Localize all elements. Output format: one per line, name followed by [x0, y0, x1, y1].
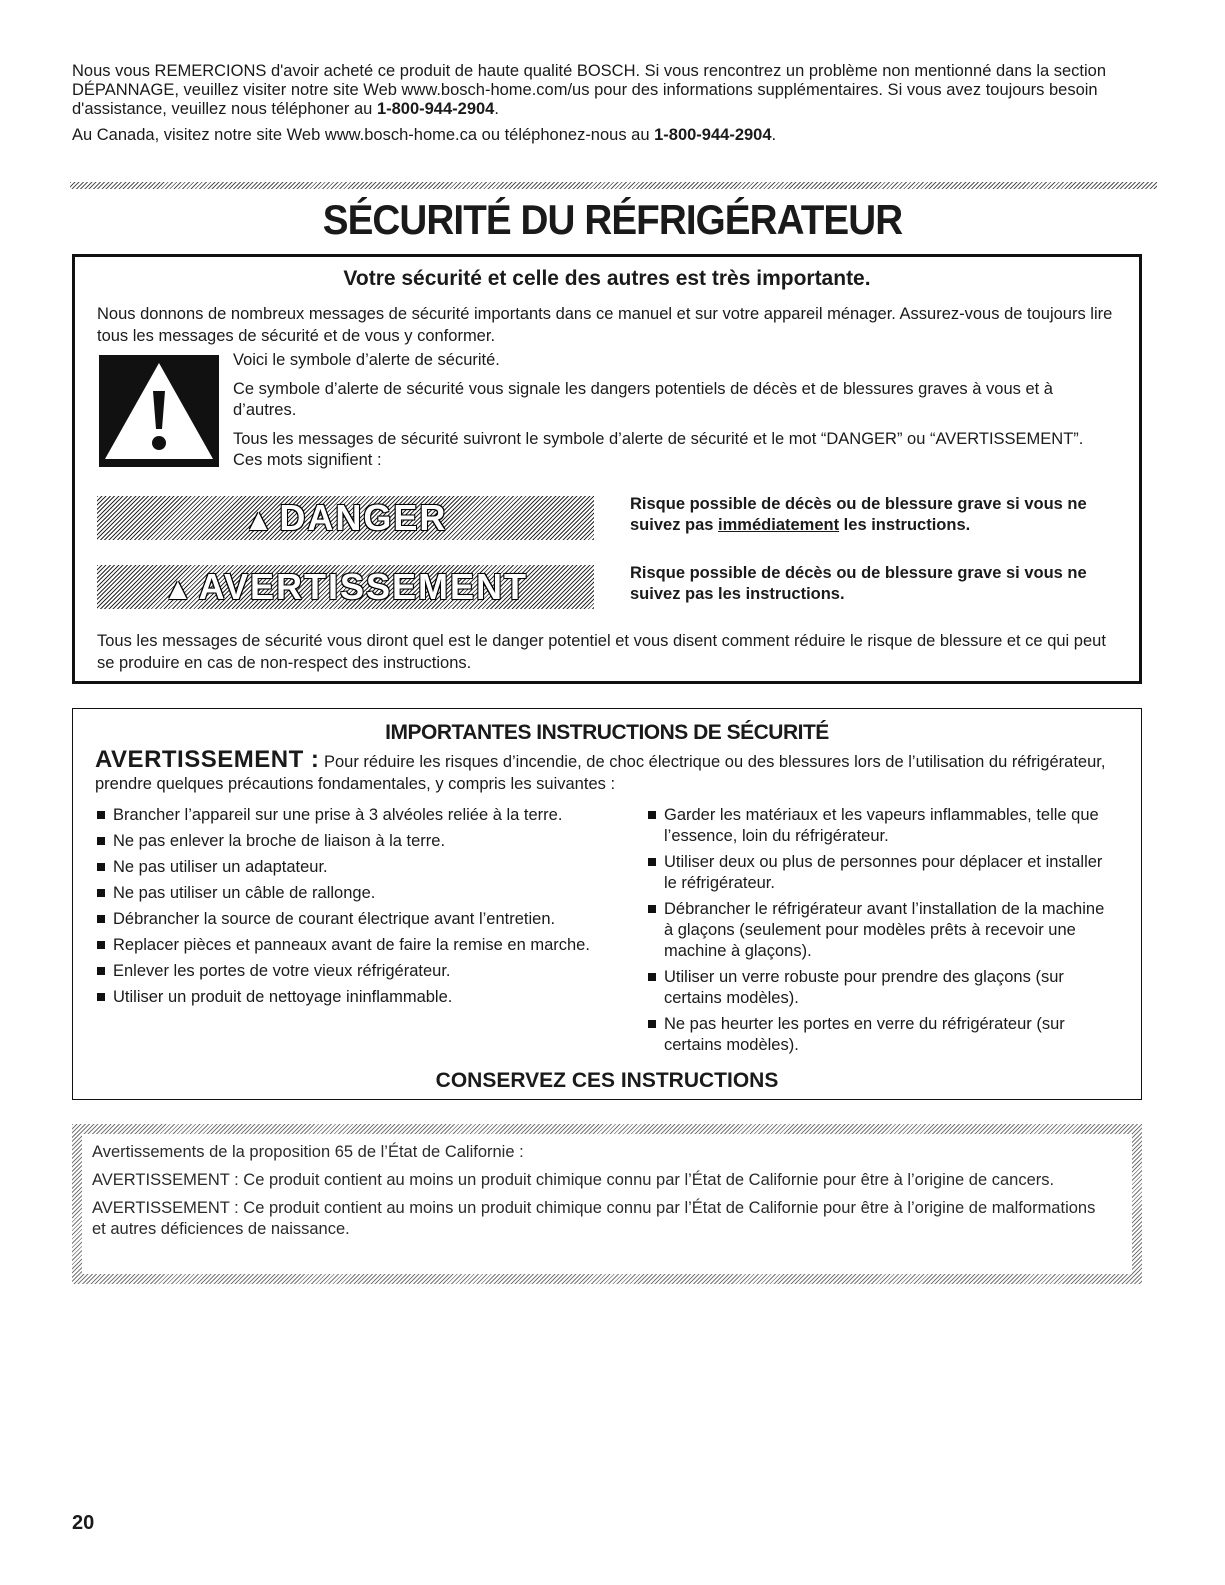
danger-banner [97, 496, 594, 540]
list-item: Débrancher le réfrigérateur avant l’installation de la machine à glaçons (seulement pour modèles prêts à recevoir une machine à glaçons). [646, 899, 1116, 962]
list-item: Ne pas utiliser un câble de rallonge. [95, 883, 640, 904]
warning-triangle-icon: ▲ [162, 573, 195, 606]
page-title: SÉCURITÉ DU RÉFRIGÉRATEUR [322, 196, 903, 243]
prop65-line: AVERTISSEMENT : Ce produit contient au moins un produit chimique connu par l’État de Californie pour être à l’origine de malformations et autres déficiences de naissance. [92, 1199, 1096, 1238]
prop65-line: Avertissements de la proposition 65 de l’État de Californie : [92, 1143, 524, 1161]
safety-box-title: Votre sécurité et celle des autres est très importante. [343, 267, 871, 290]
safety-box [72, 254, 1142, 684]
us-phone-number: 1-800-944-2904 [376, 100, 495, 118]
list-item: Brancher l’appareil sur une prise à 3 alvéoles reliée à la terre. [95, 805, 640, 826]
intro-us-end: . [494, 100, 499, 118]
warning-description: Risque possible de décès ou de blessure grave si vous ne suivez pas les instructions. [630, 564, 1087, 603]
prop65-text [92, 1142, 1112, 1247]
list-item: Utiliser un verre robuste pour prendre des glaçons (sur certains modèles). [646, 967, 1116, 1009]
list-item: Utiliser deux ou plus de personnes pour déplacer et installer le réfrigérateur. [646, 852, 1116, 894]
hatched-divider [70, 182, 1157, 189]
danger-description [630, 494, 1135, 536]
warning-triangle-icon: ▲ [243, 504, 276, 537]
list-item: Enlever les portes de votre vieux réfrigérateur. [95, 961, 640, 982]
safety-alert-symbol-icon [99, 355, 219, 467]
instructions-right-list [646, 805, 1116, 1061]
danger-label: DANGER [279, 497, 448, 538]
instructions-title: IMPORTANTES INSTRUCTIONS DE SÉCURITÉ [385, 721, 829, 744]
intro-canada-text: Au Canada, visitez notre site Web www.bosch-home.ca ou téléphonez-nous au [72, 126, 655, 144]
instructions-warning-label: AVERTISSEMENT : [95, 746, 320, 773]
danger-desc-part: Risque possible de décès ou de blessure grave si vous ne suivez pas [630, 495, 1087, 534]
intro-paragraph-us [72, 62, 1152, 119]
intro-canada-end: . [771, 126, 777, 144]
prop65-line: AVERTISSEMENT : Ce produit contient au moins un produit chimique connu par l’État de Californie pour être à l’origine de cancers. [92, 1171, 1055, 1189]
list-item: Débrancher la source de courant électrique avant l’entretien. [95, 909, 640, 930]
list-item: Ne pas heurter les portes en verre du réfrigérateur (sur certains modèles). [646, 1014, 1116, 1056]
list-item: Replacer pièces et panneaux avant de faire la remise en marche. [95, 935, 640, 956]
safety-box-footer: Tous les messages de sécurité vous diront quel est le danger potentiel et vous disent comment réduire le risque de blessure et ce qui peut se produire en cas de non-respect des instructions. [97, 632, 1106, 672]
warning-banner [97, 565, 594, 609]
symbol-line: Tous les messages de sécurité suivront le symbole d’alerte de sécurité et le mot “DANGER” ou “AVERTISSEMENT”. Ces mots signifient : [233, 430, 1084, 469]
symbol-line: Ce symbole d’alerte de sécurité vous signale les dangers potentiels de décès et de blessures graves à vous et à d’autres. [233, 380, 1053, 419]
symbol-line: Voici le symbole d’alerte de sécurité. [233, 351, 500, 369]
list-item: Ne pas utiliser un adaptateur. [95, 857, 640, 878]
instructions-box [72, 708, 1142, 1100]
safety-box-intro: Nous donnons de nombreux messages de sécurité importants dans ce manuel et sur votre appareil ménager. Assurez-vous de toujours lire tous les messages de sécurité et de vous y conformer. [97, 305, 1113, 345]
save-instructions-heading: CONSERVEZ CES INSTRUCTIONS [435, 1069, 779, 1092]
danger-desc-emphasis: immédiatement [718, 516, 840, 534]
instructions-left-list [95, 805, 640, 1013]
prop65-inner [82, 1134, 1132, 1274]
alert-symbol-explanation [233, 350, 1113, 479]
list-item: Ne pas enlever la broche de liaison à la terre. [95, 831, 640, 852]
warning-label: AVERTISSEMENT [198, 566, 529, 607]
page-number: 20 [72, 1512, 95, 1534]
instructions-warning-text: Pour réduire les risques d’incendie, de choc électrique ou des blessures lors de l’utilisation du réfrigérateur, prendre quelques précautions fondamentales, y compris les suivantes : [95, 753, 1106, 793]
list-item: Garder les matériaux et les vapeurs inflammables, telle que l’essence, loin du réfrigérateur. [646, 805, 1116, 847]
intro-text [72, 62, 1152, 152]
prop65-box [72, 1124, 1142, 1284]
list-item: Utiliser un produit de nettoyage ininflammable. [95, 987, 640, 1008]
danger-desc-part: les instructions. [839, 516, 971, 534]
instructions-warning [95, 746, 1135, 795]
intro-us-text: Nous vous REMERCIONS d'avoir acheté ce produit de haute qualité BOSCH. Si vous rencontrez un problème non mentionné dans la section DÉPANNAGE, veuillez visiter notre site Web www.bosch-home.com/us pour des informations supplémentaires. Si vous avez toujours besoin d'assistance, veuillez nous téléphoner au [72, 62, 1107, 118]
canada-phone-number: 1-800-944-2904 [654, 126, 772, 144]
intro-paragraph-canada [72, 126, 1152, 145]
